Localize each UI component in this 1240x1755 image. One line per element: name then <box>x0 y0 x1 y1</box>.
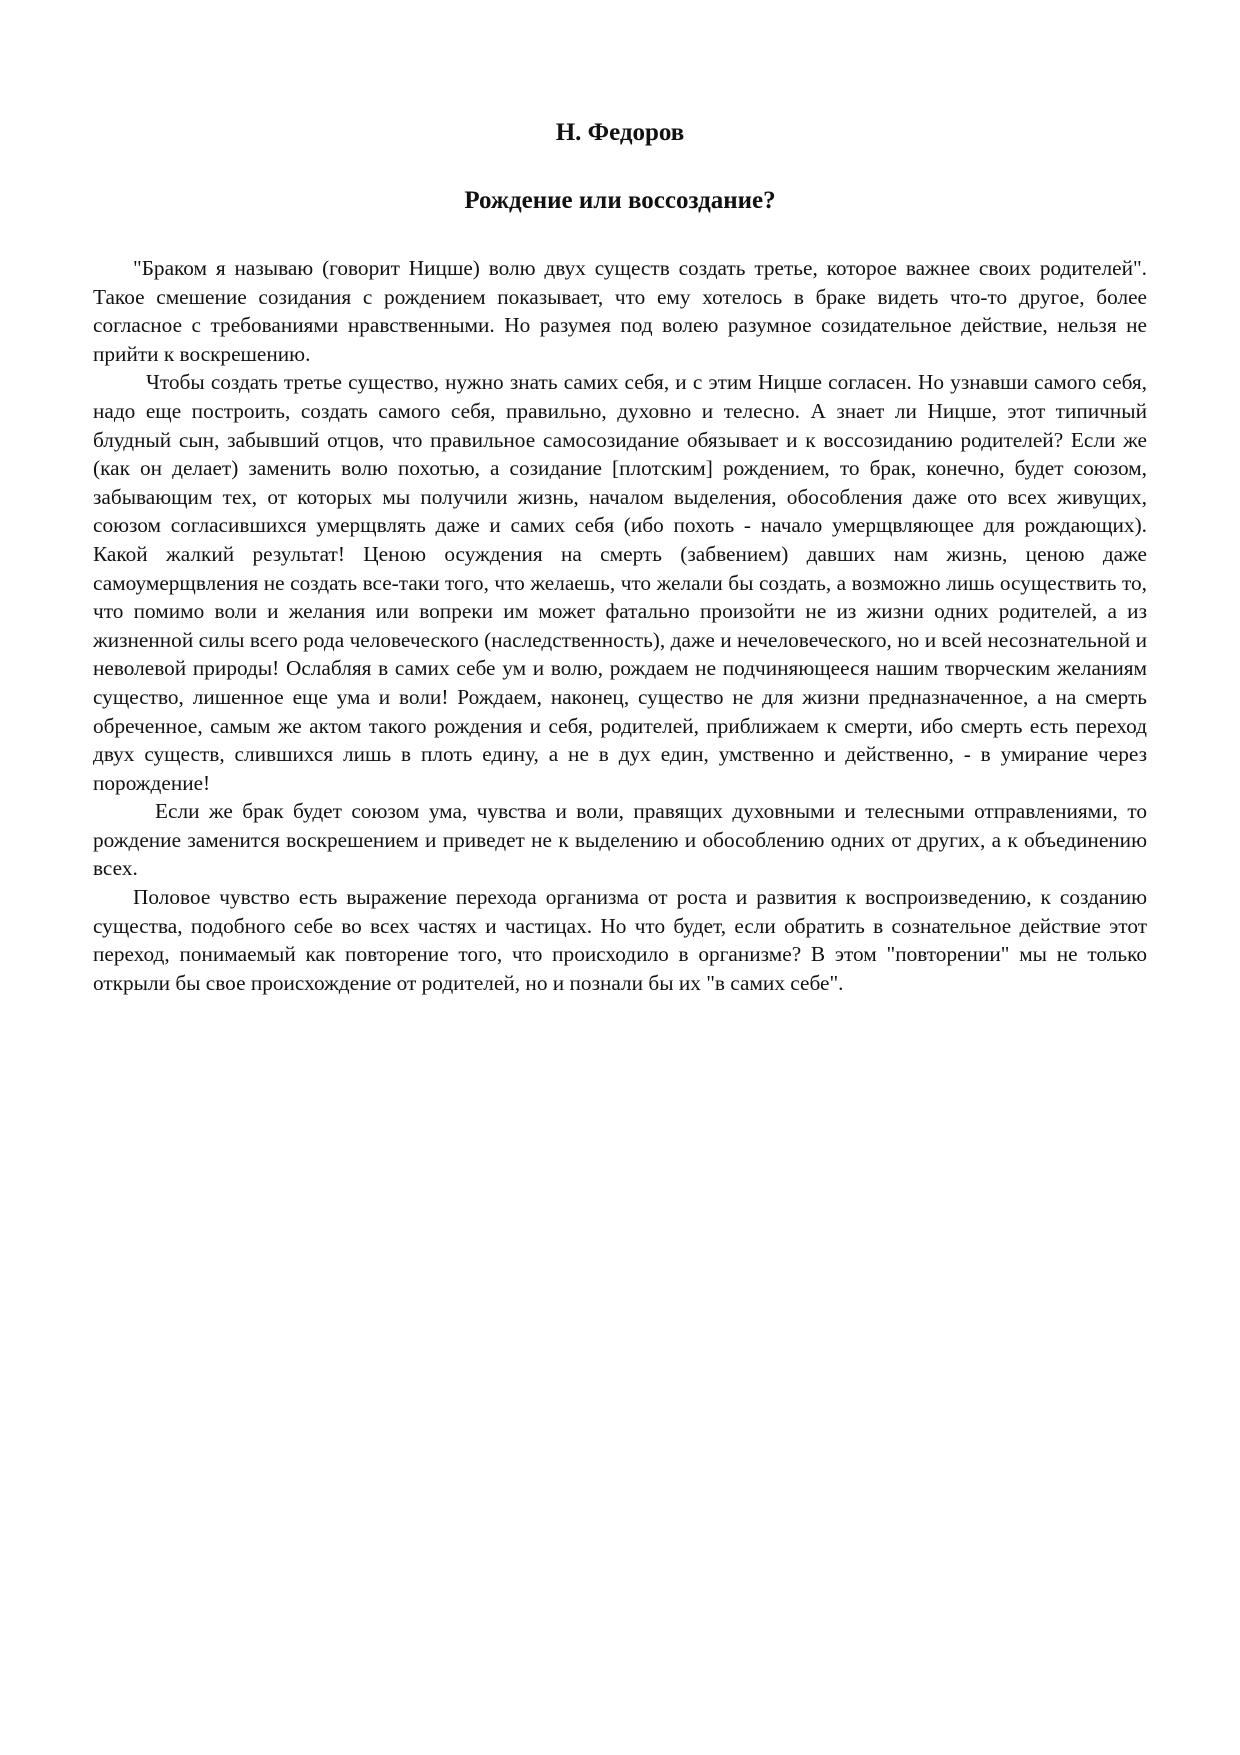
paragraph-2: Чтобы создать третье существо, нужно знать самих себя, и с этим Ницше согласен. Но узнавши самого себя, надо еще построить, создать самого себя, правильно, духовно и телесно. А знает ли Ницше, этот типичный блудный сын, забывший отцов, что правильное самосозидание обязывает и к воссозиданию родителей? Если же (как он делает) заменить волю похотью, а созидание [плотским] рождением, то брак, конечно, будет союзом, забывающим тех, от которых мы получили жизнь, началом выделения, обособления даже ото всех живущих, союзом согласившихся умерщвлять даже и самих себя (ибо похоть - начало умерщвляющее для рождающих). Какой жалкий результат! Ценою осуждения на смерть (забвением) давших нам жизнь, ценою даже самоумерщвления не создать все-таки того, что желаешь, что желали бы создать, а возможно лишь осуществить то, что помимо воли и желания или вопреки им может фатально произойти не из жизни одних родителей, а из жизненной силы всего рода человеческого (наследственность), даже и нечеловеческого, но и всей несознательной и неволевой природы! Ослабляя в самих себе ум и волю, рождаем не подчиняющееся нашим творческим желаниям существо, лишенное еще ума и воли! Рождаем, наконец, существо не для жизни предназначенное, а на смерть обреченное, самым же актом такого рождения и себя, родителей, приближаем к смерти, ибо смерть есть переход двух существ, слившихся лишь в плоть едину, а не в дух един, умственно и действенно, - в умирание через порождение! <box>93 370 1147 795</box>
document-body <box>93 254 1147 997</box>
author-name: Н. Федоров <box>555 119 685 146</box>
paragraph-1: "Браком я называю (говорит Ницше) волю двух существ создать третье, которое важнее своих родителей". Такое смешение созидания с рождением показывает, что ему хотелось в браке видеть что-то другое, более согласное с требованиями нравственными. Но разумея под волею разумное созидательное действие, нельзя не прийти к воскрешению. <box>93 256 1147 366</box>
paragraph-4: Половое чувство есть выражение перехода организма от роста и развития к воспроизведению, к созданию существа, подобного себе во всех частях и частицах. Но что будет, если обратить в сознательное действие этот переход, понимаемый как повторение того, что происходило в организме? В этом "повторении" мы не только открыли бы свое происхождение от родителей, но и познали бы их "в самих себе". <box>93 885 1147 995</box>
paragraph-3: Если же брак будет союзом ума, чувства и воли, правящих духовными и телесными отправлениями, то рождение заменится воскрешением и приведет не к выделению и обособлению одних от других, а к объединению всех. <box>93 799 1147 881</box>
document-title: Рождение или воссоздание? <box>464 187 776 214</box>
